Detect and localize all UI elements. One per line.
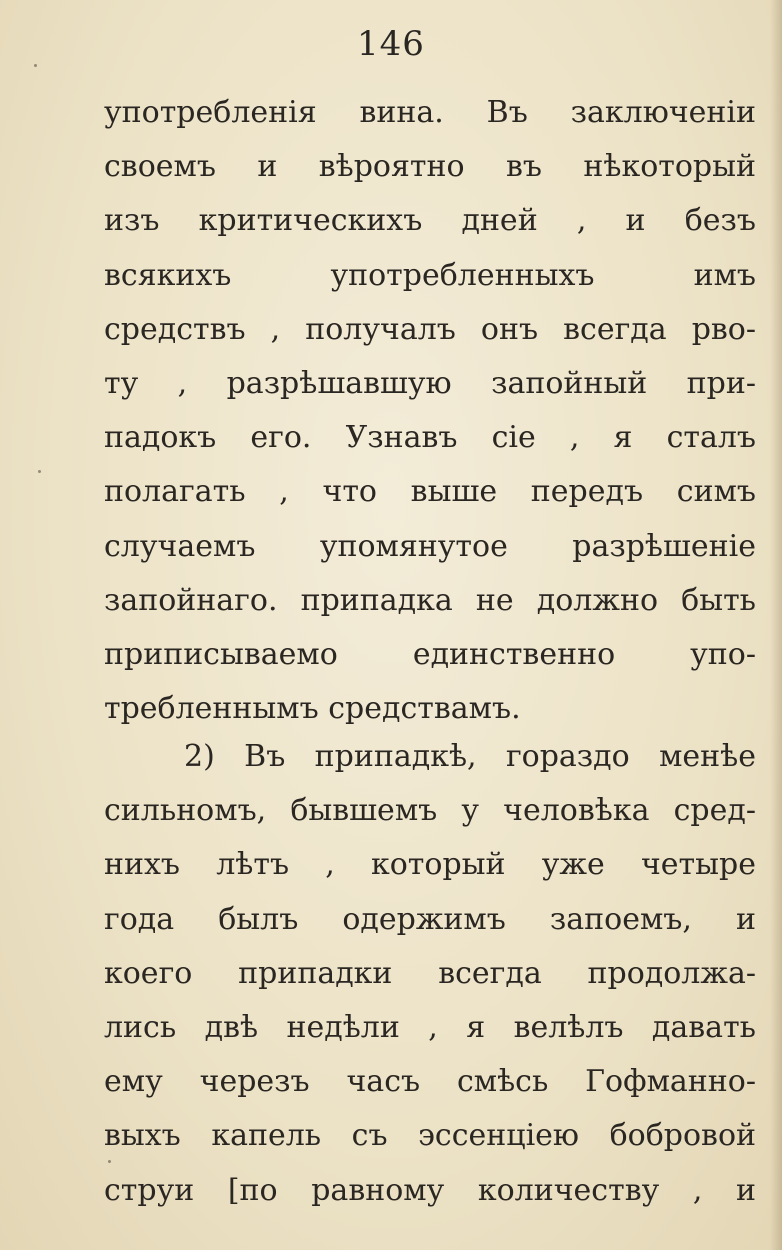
text-line: падокъ его. Узнавъ сіе , я сталъ xyxy=(104,420,756,456)
text-line: требленнымъ средствамъ. xyxy=(104,691,521,727)
text-line: запойнаго. припадка не должно быть xyxy=(104,582,756,618)
text-line: струи [по равному количеству , и xyxy=(104,1172,756,1208)
paragraph-2 xyxy=(104,730,756,1218)
text-line: коего припадки всегда продолжа- xyxy=(104,955,756,991)
paper-speck xyxy=(108,1160,111,1163)
paragraph-1 xyxy=(104,86,756,736)
text-line: полагать , что выше передъ симъ xyxy=(104,474,756,510)
text-line: лись двѣ недѣли , я велѣлъ давать xyxy=(104,1009,756,1045)
paper-speck xyxy=(34,64,37,67)
text-line: выхъ капель съ эссенціею бобровой xyxy=(104,1118,756,1154)
page-edge-shadow xyxy=(770,0,782,1250)
text-line: ту , разрѣшавшую запойный при- xyxy=(104,365,756,401)
text-line: средствъ , получалъ онъ всегда рво- xyxy=(104,311,756,347)
paper-speck xyxy=(38,470,41,473)
text-line: своемъ и вѣроятно въ нѣкоторый xyxy=(104,149,756,185)
text-line: употребленія вина. Въ заключеніи xyxy=(104,95,756,130)
text-line: приписываемо единственно упо- xyxy=(104,636,756,672)
text-line: нихъ лѣтъ , который уже четыре xyxy=(104,847,756,883)
page-number: 146 xyxy=(357,24,425,64)
text-line: изъ критическихъ дней , и безъ xyxy=(104,203,756,239)
text-line: ему черезъ часъ смѣсь Гофманно- xyxy=(104,1064,756,1100)
text-line: сильномъ, бывшемъ у человѣка сред- xyxy=(104,793,756,829)
text-line: года былъ одержимъ запоемъ, и xyxy=(104,901,756,937)
text-line: случаемъ упомянутое разрѣшеніе xyxy=(104,528,756,564)
text-line: всякихъ употребленныхъ имъ xyxy=(104,257,756,293)
text-line: 2) Въ припадкѣ, гораздо менѣе xyxy=(184,739,756,774)
